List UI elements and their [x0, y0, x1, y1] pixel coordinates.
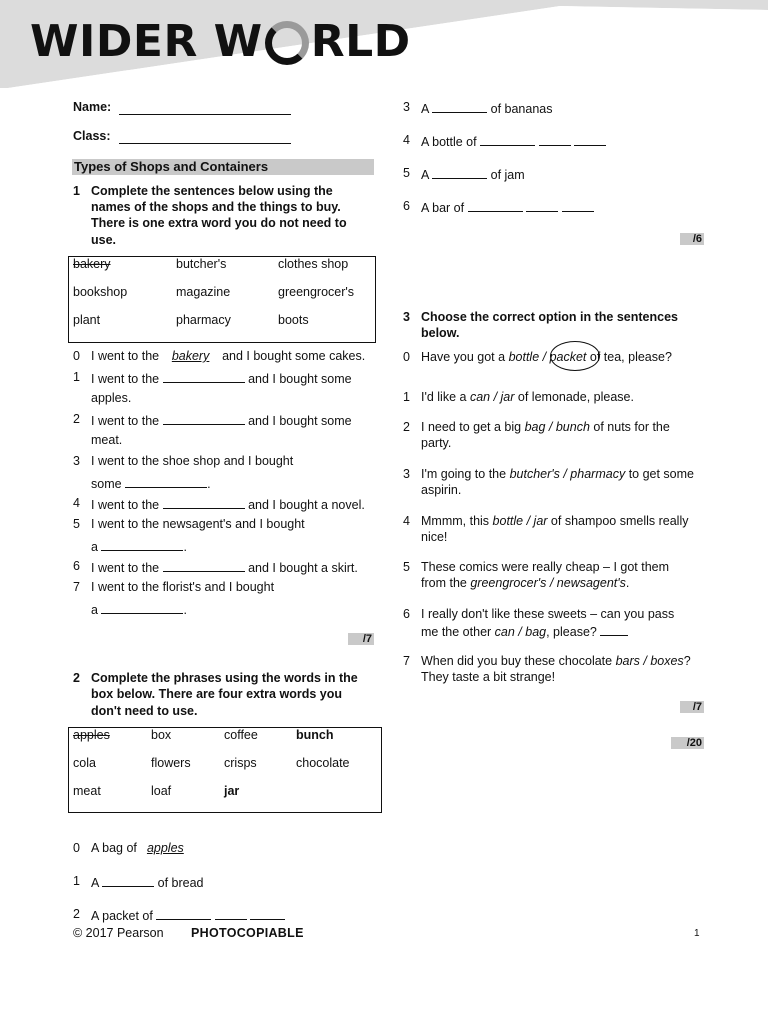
ex1-item-2: I went to the and I bought some: [91, 414, 352, 428]
answer-blank[interactable]: [539, 133, 571, 146]
ex3-instruction-1: Choose the correct option in the sentences: [421, 310, 678, 324]
ex2-word: flowers: [151, 756, 191, 770]
ex2-item-4: A bottle of: [421, 133, 606, 149]
ex2-word: bunch: [296, 728, 334, 742]
ex1-instruction-2: names of the shops and the things to buy.: [91, 200, 341, 214]
answer-blank[interactable]: [215, 907, 247, 920]
ex2-instruction-1: Complete the phrases using the words in the: [91, 671, 358, 685]
ex1-instruction-3: There is one extra word you do not need to: [91, 216, 347, 230]
option-choice[interactable]: can / bag: [494, 625, 547, 639]
ex1-item-number: 6: [73, 559, 80, 573]
ex3-item-6: I really don't like these sweets – can you pass: [421, 607, 675, 621]
ex1-item-3-cont: some .: [91, 477, 211, 491]
ex3-item-number: 0: [403, 350, 410, 364]
answer-blank[interactable]: [101, 601, 183, 614]
answer-blank[interactable]: [163, 370, 245, 383]
section-title: Types of Shops and Containers: [72, 159, 374, 175]
total-score: /20: [671, 737, 704, 749]
page-number: 1: [694, 928, 700, 939]
ex2-instruction-3: don't need to use.: [91, 704, 198, 718]
ex3-number: 3: [403, 310, 410, 324]
answer-blank[interactable]: [125, 475, 207, 488]
ex2-item-number: 2: [73, 907, 80, 921]
ex1-item-number: 1: [73, 370, 80, 384]
ex2-item-6: A bar of: [421, 199, 594, 215]
ex1-word: bakery: [73, 257, 111, 271]
wider-world-logo: WIDER W RLD: [30, 16, 411, 67]
ex1-word: greengrocer's: [278, 285, 355, 299]
ex1-item-number: 0: [73, 349, 80, 363]
ex3-item-number: 2: [403, 420, 410, 434]
ex2-number: 2: [73, 671, 80, 685]
option-choice[interactable]: bars / boxes: [615, 654, 684, 668]
ex1-item-5-cont: a .: [91, 540, 187, 554]
answer-blank[interactable]: [156, 907, 211, 920]
ex1-item-6: I went to the and I bought a skirt.: [91, 561, 358, 575]
ex2-word: jar: [224, 784, 240, 798]
option-choice[interactable]: can / jar: [469, 390, 515, 404]
ex3-item-number: 4: [403, 514, 410, 528]
ex3-item-2-cont: party.: [421, 436, 452, 450]
ex2-item-number: 5: [403, 166, 410, 180]
ex2-word: coffee: [224, 728, 258, 742]
photocopiable-label: PHOTOCOPIABLE: [191, 926, 304, 940]
ex2-item-3: A of bananas: [421, 102, 553, 116]
name-field[interactable]: [119, 102, 291, 115]
ex1-word: butcher's: [176, 257, 227, 271]
ex1-item-3: I went to the shoe shop and I bought: [91, 454, 294, 468]
logo-o-icon: [265, 21, 309, 65]
ex1-item-7: I went to the florist's and I bought: [91, 580, 275, 594]
ex1-word: magazine: [176, 285, 231, 299]
ex1-item-number: 3: [73, 454, 80, 468]
ex1-score: /7: [348, 633, 374, 645]
ex2-word: chocolate: [296, 756, 350, 770]
ex2-instruction-2: box below. There are four extra words you: [91, 687, 342, 701]
answer-blank[interactable]: [101, 538, 183, 551]
ex2-word: box: [151, 728, 172, 742]
ex1-item-number: 4: [73, 496, 80, 510]
ex2-item-number: 6: [403, 199, 410, 213]
ex1-item-1-cont: apples.: [91, 391, 132, 405]
option-choice[interactable]: bag / bunch: [524, 420, 590, 434]
option-choice[interactable]: butcher's / pharmacy: [509, 467, 626, 481]
ex1-item-number: 5: [73, 517, 80, 531]
ex1-word: plant: [73, 313, 101, 327]
ex2-item-1: A of bread: [91, 876, 204, 890]
ex1-word: boots: [278, 313, 309, 327]
ex2-word: loaf: [151, 784, 172, 798]
ex3-item-5-cont: from the greengrocer's / newsagent's.: [421, 576, 630, 590]
ex1-item-number: 7: [73, 580, 80, 594]
ex2-score: /6: [680, 233, 704, 245]
ex2-item-number: 3: [403, 100, 410, 114]
answer-blank[interactable]: [432, 166, 487, 179]
ex2-word: apples: [73, 728, 110, 742]
answer-blank[interactable]: [468, 199, 523, 212]
ex2-word: cola: [73, 756, 96, 770]
ex1-item-5: I went to the newsagent's and I bought: [91, 517, 305, 531]
ex3-item-5: These comics were really cheap – I got them: [421, 560, 670, 574]
ex1-word: bookshop: [73, 285, 128, 299]
answer-blank[interactable]: [250, 907, 285, 920]
ex1-item-1: I went to the and I bought some: [91, 372, 352, 386]
ex3-item-number: 7: [403, 654, 410, 668]
option-choice[interactable]: greengrocer's / newsagent's: [470, 576, 626, 590]
ex2-item-number: 4: [403, 133, 410, 147]
class-label: Class:: [73, 129, 111, 143]
answer-blank[interactable]: [526, 199, 558, 212]
ex1-item-7-cont: a .: [91, 603, 187, 617]
answer-blank[interactable]: [574, 133, 606, 146]
answer-blank[interactable]: [600, 623, 628, 636]
ex3-item-number: 3: [403, 467, 410, 481]
ex3-item-number: 5: [403, 560, 410, 574]
ex1-item-4: I went to the and I bought a novel.: [91, 498, 365, 512]
answer-blank[interactable]: [102, 874, 154, 887]
ex2-item-5: A of jam: [421, 168, 525, 182]
answer-circle: [550, 341, 600, 371]
answer-blank[interactable]: [562, 199, 594, 212]
ex3-instruction-2: below.: [421, 326, 460, 340]
name-label: Name:: [73, 100, 112, 114]
ex1-item-number: 2: [73, 412, 80, 426]
ex3-item-7: When did you buy these chocolate bars / boxes?: [421, 654, 691, 668]
answer-blank[interactable]: [432, 100, 487, 113]
answer-blank[interactable]: [163, 559, 245, 572]
ex3-item-6-cont: me the other can / bag, please?: [421, 623, 628, 639]
ex1-word: pharmacy: [176, 313, 231, 327]
ex1-item-0: I went to the bakery and I bought some cakes.: [91, 349, 366, 363]
ex3-item-3: I'm going to the butcher's / pharmacy to get some: [421, 467, 695, 481]
ex3-item-number: 6: [403, 607, 410, 621]
ex3-item-4-cont: nice!: [421, 530, 448, 544]
ex3-item-4: Mmmm, this bottle / jar of shampoo smells really: [421, 514, 689, 528]
ex3-item-number: 1: [403, 390, 410, 404]
answer-blank[interactable]: [163, 496, 245, 509]
ex3-item-3-cont: aspirin.: [421, 483, 462, 497]
ex3-item-0: Have you got a bottle / packet of tea, please?: [421, 350, 672, 364]
ex1-instruction-1: Complete the sentences below using the: [91, 184, 333, 198]
ex1-word: clothes shop: [278, 257, 349, 271]
answer-blank[interactable]: [480, 133, 535, 146]
ex2-word: crisps: [224, 756, 257, 770]
ex1-instruction-4: use.: [91, 233, 117, 247]
ex2-item-number: 0: [73, 841, 80, 855]
copyright: © 2017 Pearson: [73, 926, 164, 940]
ex2-item-2: A packet of: [91, 907, 285, 923]
ex2-word: meat: [73, 784, 101, 798]
ex3-score: /7: [680, 701, 704, 713]
ex1-number: 1: [73, 184, 80, 198]
ex3-item-7-cont: They taste a bit strange!: [421, 670, 556, 684]
ex1-item-2-cont: meat.: [91, 433, 123, 447]
ex2-item-number: 1: [73, 874, 80, 888]
ex2-item-0: A bag of apples: [91, 841, 184, 855]
class-field[interactable]: [119, 131, 291, 144]
answer-blank[interactable]: [163, 412, 245, 425]
ex3-item-1: I'd like a can / jar of lemonade, please.: [421, 390, 634, 404]
ex3-item-2: I need to get a big bag / bunch of nuts for the: [421, 420, 670, 434]
option-choice[interactable]: bottle / jar: [492, 514, 548, 528]
